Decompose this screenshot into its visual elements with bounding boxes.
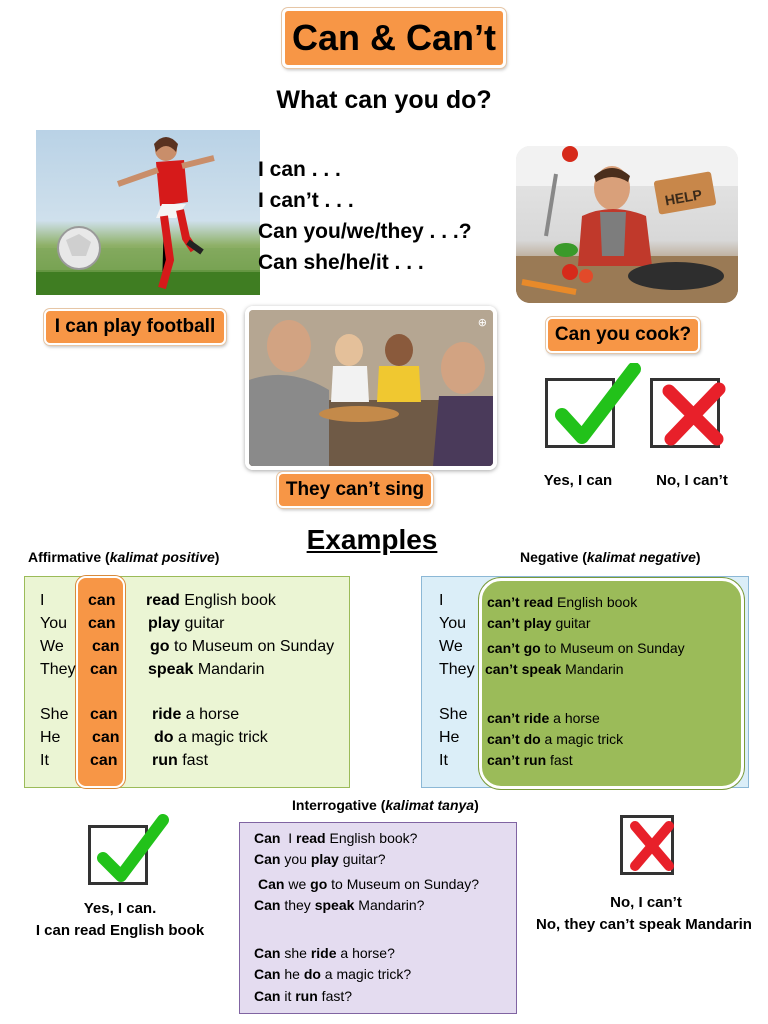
bottom-no-checkbox — [620, 815, 674, 875]
question-line: Can he do a magic trick? — [254, 966, 412, 982]
red-x-icon — [659, 381, 729, 451]
question-line: Can it run fast? — [254, 988, 353, 1004]
prompt-can-she: Can she/he/it . . . — [258, 251, 424, 274]
question-line: Can they speak Mandarin? — [254, 897, 425, 913]
prompt-list — [258, 154, 472, 278]
question-line: Can I read English book? — [254, 830, 418, 846]
question-line: Can we go to Museum on Sunday? — [258, 876, 480, 892]
negative-label: Negative (kalimat negative) — [520, 549, 701, 565]
negative-rows: I can’t read English book You can’t play guitar We can’t go to Museum on Sunday They can’t speak Mandarin She can’t ride a horse He can’t do a magic trick It can’t run fast — [439, 592, 685, 769]
sing-photo — [245, 306, 497, 470]
cook-photo — [516, 146, 738, 303]
question-line: Can you play guitar? — [254, 851, 386, 867]
examples-heading: Examples — [306, 524, 438, 555]
green-check-icon — [552, 363, 642, 453]
affirmative-label: Affirmative (kalimat positive) — [28, 549, 220, 565]
subtitle: What can you do? — [276, 86, 492, 114]
red-x-icon — [627, 820, 675, 872]
prompt-can-you: Can you/we/they . . .? — [258, 220, 472, 243]
prompt-i-cant: I can’t . . . — [258, 189, 354, 212]
affirmative-rows: I can read English book You can play guitar We can go to Museum on Sunday They can speak Mandarin She can ride a horse He can do a magic trick It can run fast — [40, 592, 335, 769]
help-sign-text: HELP — [663, 186, 704, 209]
answer-no-top: No, I can’t — [656, 472, 728, 489]
football-photo — [36, 130, 260, 295]
question-line: Can she ride a horse? — [254, 945, 395, 961]
interrogative-label: Interrogative (kalimat tanya) — [292, 797, 479, 813]
page-title: Can & Can’t — [282, 8, 506, 68]
prompt-i-can: I can . . . — [258, 158, 341, 181]
zoom-icon[interactable]: ⊕ — [477, 317, 487, 329]
green-check-icon — [95, 814, 171, 890]
answer-no-bottom-1: No, I can’t — [610, 894, 682, 911]
bottom-yes-checkbox — [88, 825, 148, 885]
label-play-football: I can play football — [44, 309, 226, 345]
answer-yes-bottom-1: Yes, I can. — [83, 900, 157, 917]
answer-yes-top: Yes, I can — [543, 472, 613, 489]
no-checkbox — [650, 378, 720, 448]
yes-checkbox — [545, 378, 615, 448]
label-can-you-cook: Can you cook? — [546, 317, 700, 353]
answer-yes-bottom-2: I can read English book — [35, 922, 205, 939]
label-cant-sing: They can’t sing — [277, 472, 433, 508]
interrogative-box — [239, 822, 517, 1014]
answer-no-bottom-2: No, they can’t speak Mandarin — [536, 916, 752, 933]
